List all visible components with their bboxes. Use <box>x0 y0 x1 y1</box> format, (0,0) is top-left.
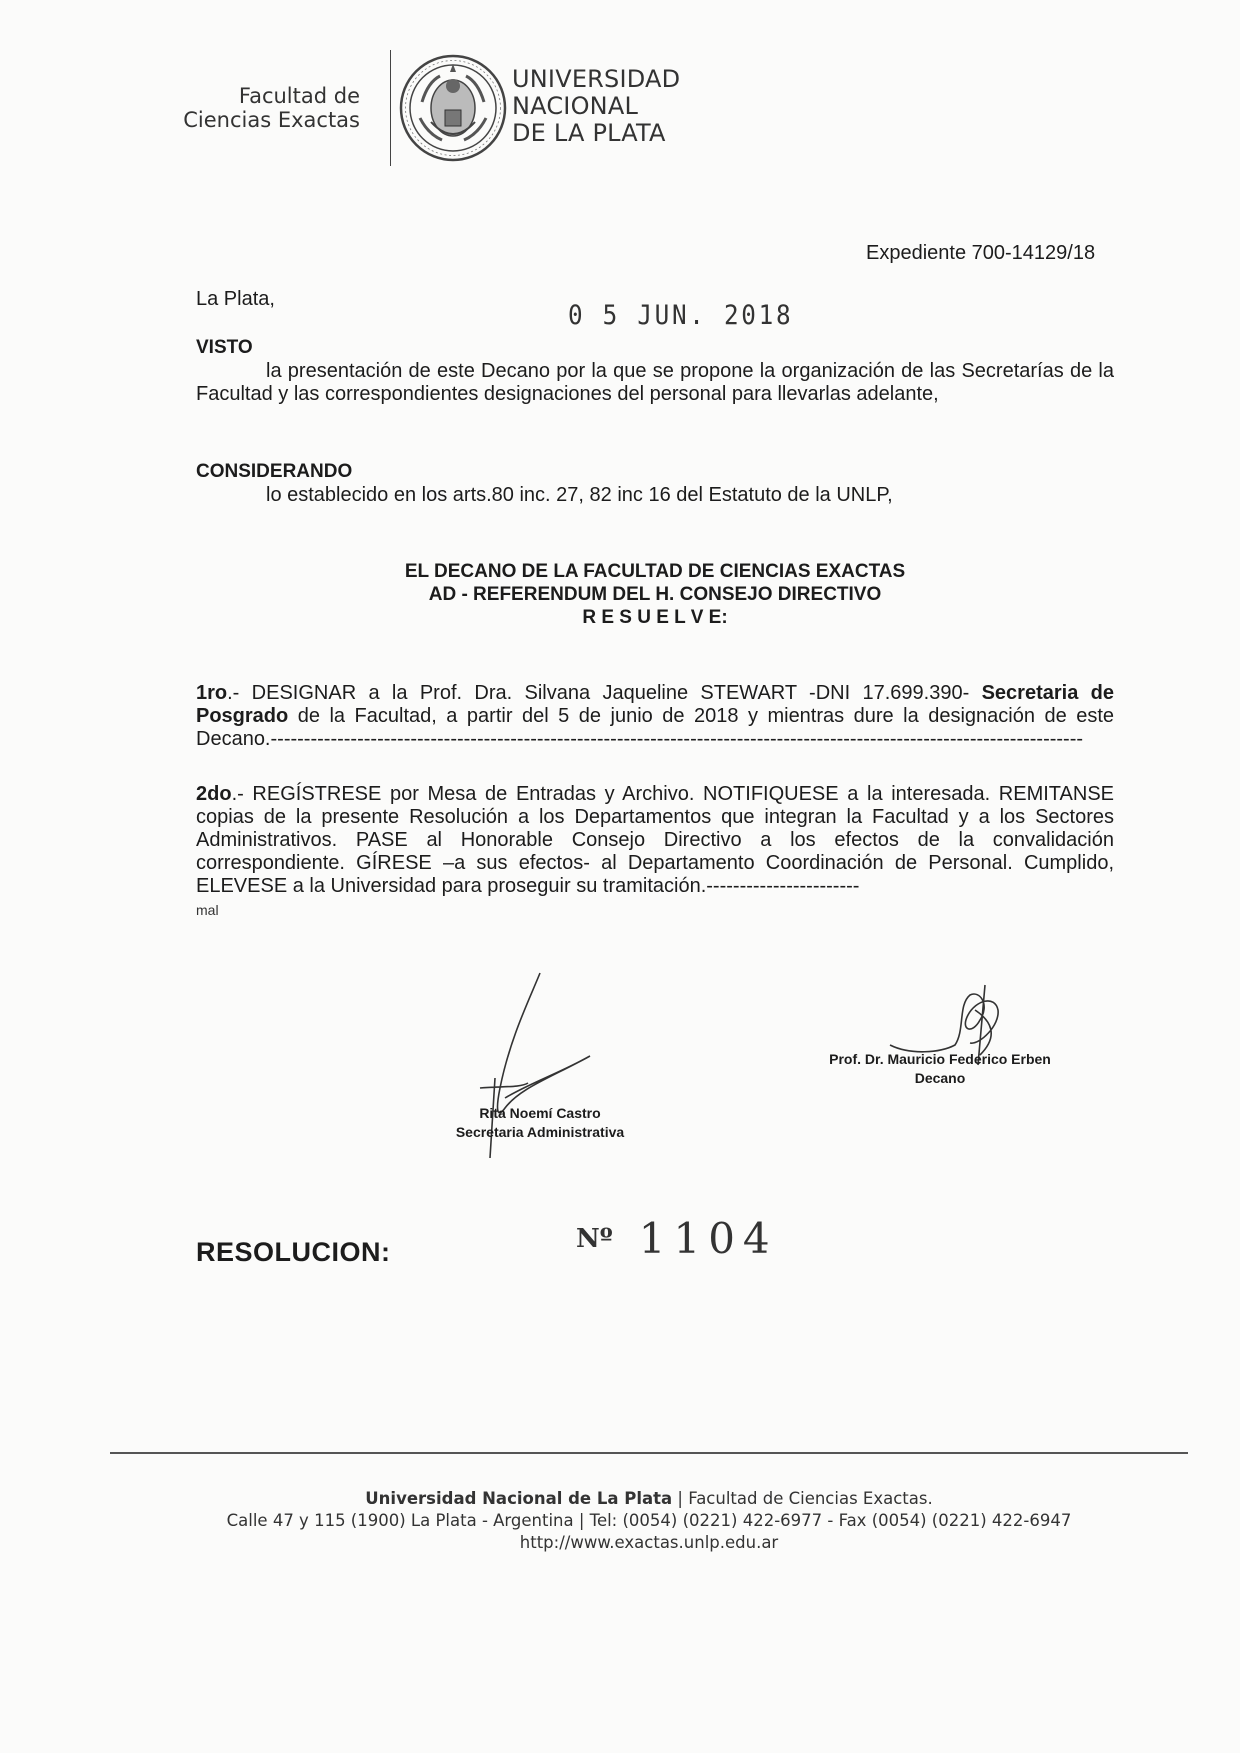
decree-line1: EL DECANO DE LA FACULTAD DE CIENCIAS EXACTAS <box>404 561 906 582</box>
footer-university: Universidad Nacional de La Plata <box>365 1489 673 1508</box>
footer-address: Calle 47 y 115 (1900) La Plata - Argentina | Tel: (0054) (0221) 422-6977 - Fax (0054) (0221) 422-6947 <box>226 1511 1072 1530</box>
decree-line3: R E S U E L V E: <box>582 607 728 628</box>
considerando-text: lo establecido en los arts.80 inc. 27, 82 inc 16 del Estatuto de la UNLP, <box>266 484 893 506</box>
visto-text: la presentación de este Decano por la que se propone la organización de las Secretarías de la Facultad y las correspondientes designaciones del personal para llevarlas adelante, <box>196 360 1114 405</box>
footer-website-link[interactable]: http://www.exactas.unlp.edu.ar <box>519 1533 779 1552</box>
signer-2-name: Prof. Dr. Mauricio Federico Erben <box>829 1051 1051 1067</box>
resolution-number-stamp <box>576 1214 778 1263</box>
university-name <box>512 66 680 147</box>
signer-2-title: Decano <box>914 1070 966 1086</box>
article-1-dashes: -------------------------------------------------------------------------------------------------------------------------- <box>270 728 1084 750</box>
university-name-line3: DE LA PLATA <box>512 119 666 147</box>
article-2-dashes: ----------------------- <box>706 875 860 897</box>
signer-1-title: Secretaria Administrativa <box>455 1124 625 1140</box>
visto-heading: VISTO <box>196 337 253 358</box>
typist-initials: mal <box>196 902 219 918</box>
decree-heading <box>196 560 1114 629</box>
footer <box>110 1488 1188 1554</box>
signature-block-2 <box>790 1050 1090 1088</box>
signature-block-1 <box>420 1104 660 1142</box>
footer-faculty: | Facultad de Ciencias Exactas. <box>672 1489 933 1508</box>
header-divider <box>390 50 391 166</box>
signer-1-name: Rita Noemí Castro <box>479 1105 601 1121</box>
university-name-line2: NACIONAL <box>512 92 639 120</box>
article-2-text: .- REGÍSTRESE por Mesa de Entradas y Archivo. NOTIFIQUESE a la interesada. REMITANSE copias de la presente Resolución a los Departamentos que integran la Facultad y a los Sectores Administrativos. PASE al Honorable Consejo Directivo a los efectos de la convalidación correspondiente. GÍRESE –a sus efectos- al Departamento Coordinación de Personal. Cumplido, ELEVESE a la Universidad para proseguir su tramitación. <box>196 783 1114 897</box>
article-1-bold: Secretaria de Posgrado <box>196 682 1114 727</box>
faculty-name-line1: Facultad de <box>238 84 360 108</box>
article-1 <box>196 682 1114 751</box>
article-1-text-end: de la Facultad, a partir del 5 de junio de 2018 y mientras dure la designación de este Decano. <box>196 705 1114 750</box>
faculty-name-line2: Ciencias Exactas <box>183 108 360 132</box>
decree-line2: AD - REFERENDUM DEL H. CONSEJO DIRECTIVO <box>428 584 882 605</box>
article-1-number: 1ro <box>196 682 228 704</box>
file-number: Expediente 700-14129/18 <box>866 242 1096 264</box>
university-seal-icon <box>398 52 508 164</box>
university-name-line1: UNIVERSIDAD <box>512 65 681 93</box>
article-1-text: .- DESIGNAR a la Prof. Dra. Silvana Jaqueline STEWART -DNI 17.699.390- <box>227 682 982 704</box>
resolution-number: 1104 <box>638 1214 778 1263</box>
article-2-number: 2do <box>196 783 232 805</box>
article-2 <box>196 783 1114 898</box>
resolution-label: RESOLUCION: <box>196 1237 391 1267</box>
faculty-name <box>180 84 360 132</box>
considerando-heading: CONSIDERANDO <box>196 461 353 482</box>
place: La Plata, <box>196 288 275 310</box>
date-stamp: 0 5 JUN. 2018 <box>568 300 794 331</box>
footer-divider <box>110 1452 1188 1454</box>
resolution-number-prefix: Nº <box>576 1224 613 1254</box>
